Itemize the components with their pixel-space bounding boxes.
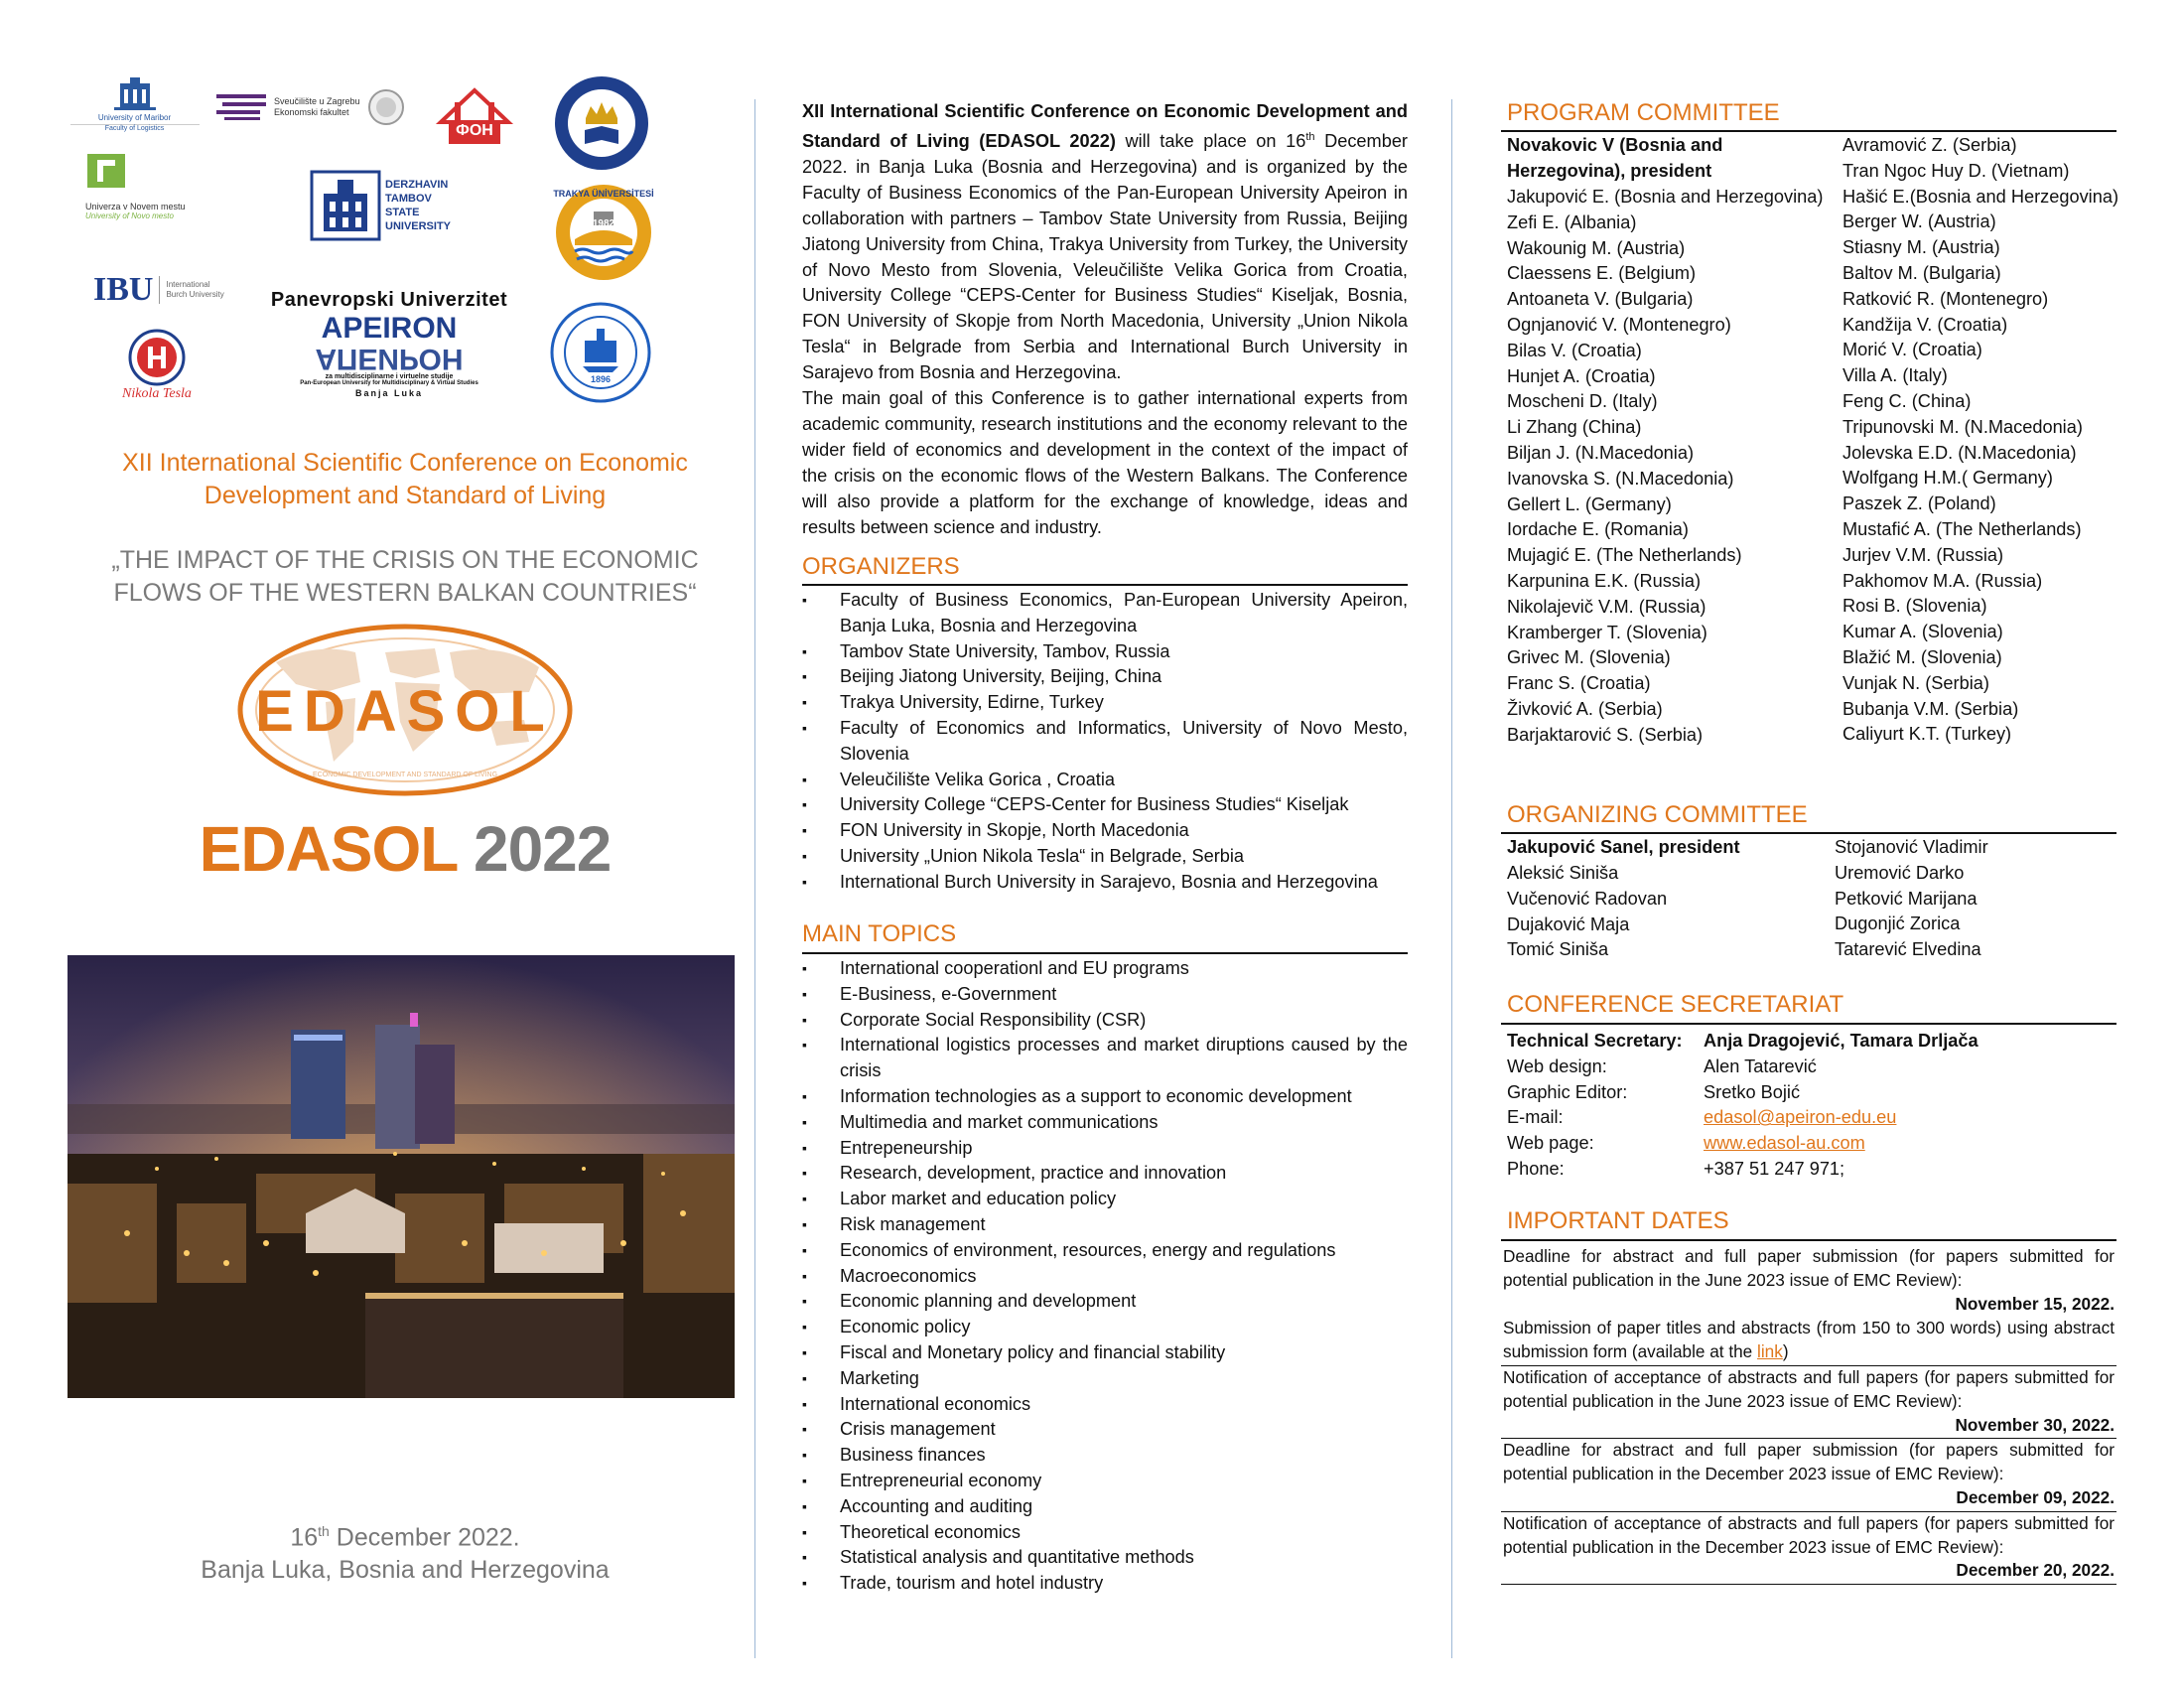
topic-item: ▪ Fiscal and Monetary policy and financial stability xyxy=(802,1340,1408,1366)
program-committee-member: Kandžija V. (Croatia) xyxy=(1843,314,2008,335)
secretariat-row xyxy=(1507,1080,1979,1106)
topic-item: ▪ E-Business, e-Government xyxy=(802,982,1408,1008)
intro-paragraph-2: The main goal of this Conference is to gather international experts from academic community, research institutions and the economy relevant to the wider field of economics and development in the context of the impact of the crisis on the economic flows of the Western Balkans. The Conference will also provide a platform for the exchange of knowledge, ideas and results between science and industry. xyxy=(802,388,1408,537)
organizing-committee-member: Dugonjić Zorica xyxy=(1835,914,1961,934)
trakya-logo-text: TRAKYA ÜNİVERSİTESİ xyxy=(553,189,654,199)
secretariat-label: Web page: xyxy=(1507,1133,1594,1154)
program-committee-member: Li Zhang (China) xyxy=(1507,417,1642,438)
program-committee-member: Morić V. (Croatia) xyxy=(1843,340,1982,360)
organizer-item: ▪ Faculty of Business Economics, Pan-European University Apeiron, Banja Luka, Bosnia and Herzegovina xyxy=(802,588,1408,639)
program-committee-member: Paszek Z. (Poland) xyxy=(1843,493,1996,514)
secretariat-heading: CONFERENCE SECRETARIAT xyxy=(1507,991,1844,1018)
program-committee-member: Kumar A. (Slovenia) xyxy=(1843,622,2003,642)
topic-item: ▪ Entrepreneurial economy xyxy=(802,1469,1408,1494)
program-committee-member: Bubanja V.M. (Serbia) xyxy=(1843,698,2019,719)
program-committee-member: Ognjanović V. (Montenegro) xyxy=(1507,314,1731,335)
secretariat-row xyxy=(1507,1105,1979,1131)
column-divider-right xyxy=(1451,99,1452,1658)
date-entry xyxy=(1501,1439,2116,1511)
edasol-logo-ring-text: ECONOMIC DEVELOPMENT AND STANDARD OF LIVING xyxy=(312,772,498,778)
important-dates-heading: IMPORTANT DATES xyxy=(1507,1207,1729,1234)
organizers-list xyxy=(802,588,1408,896)
secretariat-rule xyxy=(1501,1023,2116,1025)
topic-item: ▪ Corporate Social Responsibility (CSR) xyxy=(802,1008,1408,1034)
zagreb-seal-icon xyxy=(367,88,405,126)
date-entry-date: December 09, 2022. xyxy=(1956,1486,2115,1507)
maribor-logo-text: University of Maribor xyxy=(97,112,172,122)
university-seal-logo xyxy=(552,73,651,173)
program-committee-member: Tran Ngoc Huy D. (Vietnam) xyxy=(1843,160,2070,181)
conference-theme: „THE IMPACT OF THE CRISIS ON THE ECONOMIC FLOWS OF THE WESTERN BALKAN COUNTRIES“ xyxy=(111,546,699,607)
topic-item: ▪ Multimedia and market communications xyxy=(802,1110,1408,1136)
apeiron-logo-subtext: za multidisciplinarne i virtuelne studije xyxy=(325,373,454,380)
ibu-logo xyxy=(93,270,242,310)
topic-item: ▪ Research, development, practice and innovation xyxy=(802,1161,1408,1187)
program-committee-member: Kramberger T. (Slovenia) xyxy=(1507,622,1707,642)
program-committee-member: Claessens E. (Belgium) xyxy=(1507,263,1697,284)
topic-item: ▪ Marketing xyxy=(802,1366,1408,1392)
organizing-committee-member: Dujaković Maja xyxy=(1507,914,1630,934)
main-topics-list xyxy=(802,956,1408,1597)
program-committee-member: Bilas V. (Croatia) xyxy=(1507,340,1642,360)
apeiron-logo-city: Banja Luka xyxy=(354,388,423,398)
date-entry-date: November 15, 2022. xyxy=(1955,1293,2115,1314)
program-committee-member: Živković A. (Serbia) xyxy=(1507,698,1663,719)
topic-item: ▪ International economics xyxy=(802,1392,1408,1418)
organizer-item: ▪ Beijing Jiatong University, Beijing, China xyxy=(802,664,1408,690)
topic-item: ▪ Economics of environment, resources, energy and regulations xyxy=(802,1238,1408,1264)
trakya-logo-year: 1982 xyxy=(592,218,615,229)
program-committee-member: Franc S. (Croatia) xyxy=(1507,673,1651,694)
date-entry xyxy=(1501,1317,2116,1366)
program-committee-member: Antoaneta V. (Bulgaria) xyxy=(1507,289,1694,310)
zagreb-logo-text: Sveučilište u Zagrebu Ekonomski fakultet xyxy=(274,96,360,117)
novo-mesto-logo-text: Univerza v Novem mestu xyxy=(85,201,186,211)
program-committee-rule xyxy=(1501,130,2116,132)
beijing-jiatong-logo xyxy=(548,300,653,405)
program-committee-member: Grivec M. (Slovenia) xyxy=(1507,647,1671,668)
edasol-logo-text: EDASOL xyxy=(255,679,555,744)
secretariat-value: Sretko Bojić xyxy=(1704,1081,1801,1102)
program-committee-member: Vunjak N. (Serbia) xyxy=(1843,672,1989,693)
secretariat-value: Anja Dragojević, Tamara Drljača xyxy=(1704,1031,1979,1051)
topic-item: ▪ Entrepeneurship xyxy=(802,1136,1408,1162)
date-entry xyxy=(1501,1366,2116,1439)
program-committee-left-list xyxy=(1507,185,1840,749)
event-date: 16th December 2022. xyxy=(290,1523,520,1552)
organizing-committee-member: Uremović Darko xyxy=(1835,862,1965,883)
topic-item: ▪ Crisis management xyxy=(802,1417,1408,1443)
program-committee-member: Hunjet A. (Croatia) xyxy=(1507,365,1656,386)
organizing-committee-rule xyxy=(1501,832,2116,834)
edasol-title-year: 2022 xyxy=(473,813,612,885)
program-committee-president: Novakovic V (Bosnia and Herzegovina), president xyxy=(1507,135,1723,181)
ibu-logo-text: IBU xyxy=(93,271,154,308)
topic-item: ▪ Theoretical economics xyxy=(802,1520,1408,1546)
secretariat-table xyxy=(1507,1029,1979,1183)
tesla-logo-text: Nikola Tesla xyxy=(122,386,192,401)
zagreb-logo xyxy=(216,87,415,127)
topic-item: ▪ Labor market and education policy xyxy=(802,1187,1408,1212)
topic-item: ▪ Economic policy xyxy=(802,1315,1408,1340)
program-committee-member: Wakounig M. (Austria) xyxy=(1507,237,1686,258)
secretariat-label: Web design: xyxy=(1507,1055,1607,1076)
topic-item: ▪ Trade, tourism and hotel industry xyxy=(802,1571,1408,1597)
organizing-committee-right-list xyxy=(1835,835,2113,963)
city-night-image xyxy=(68,955,735,1398)
edasol-logo xyxy=(236,623,574,796)
date-entry xyxy=(1501,1512,2116,1585)
conference-title: XII International Scientific Conference on Economic Development and Standard of Living xyxy=(122,449,688,509)
program-committee-member: Berger W. (Austria) xyxy=(1843,211,1996,232)
organizers-heading: ORGANIZERS xyxy=(802,553,960,580)
program-committee-right-list xyxy=(1843,133,2130,748)
date-entry-text: Notification of acceptance of abstracts and full papers (for papers submitted for potential publication in the December 2023 issue of EMC Review): xyxy=(1503,1512,2115,1557)
main-topics-heading: MAIN TOPICS xyxy=(802,920,957,947)
novo-mesto-logo-subtext: University of Novo mesto xyxy=(85,211,174,220)
column-divider-left xyxy=(754,99,755,1658)
topic-item: ▪ Economic planning and development xyxy=(802,1289,1408,1315)
program-committee-member: Gellert L. (Germany) xyxy=(1507,493,1672,514)
jiatong-seal-icon xyxy=(549,301,652,404)
jiatong-logo-year: 1896 xyxy=(590,374,612,384)
secretariat-label: Technical Secretary: xyxy=(1507,1031,1683,1051)
topic-item: ▪ International logistics processes and market diruptions caused by the crisis xyxy=(802,1033,1408,1084)
program-committee-member: Nikolajevič V.M. (Russia) xyxy=(1507,596,1706,617)
organizers-rule xyxy=(802,584,1408,586)
program-committee-member: Tripunovski M. (N.Macedonia) xyxy=(1843,416,2083,437)
fon-logo xyxy=(429,79,520,151)
program-committee-member: Barjaktarović S. (Serbia) xyxy=(1507,724,1704,745)
novo-mesto-icon xyxy=(85,152,127,190)
topic-item: ▪ Risk management xyxy=(802,1212,1408,1238)
novo-mesto-logo xyxy=(85,147,224,224)
organizing-committee-member: Petković Marijana xyxy=(1835,888,1978,909)
web-page-link[interactable]: www.edasol-au.com xyxy=(1704,1133,1865,1154)
abstract-form-link[interactable]: link xyxy=(1757,1341,1783,1362)
trakya-logo xyxy=(552,181,655,284)
program-committee-member: Mujagić E. (The Netherlands) xyxy=(1507,545,1742,566)
fon-logo-text: ФОН xyxy=(456,122,493,139)
secretariat-label: E-mail: xyxy=(1507,1107,1564,1128)
program-committee-member: Mustafić A. (The Netherlands) xyxy=(1843,518,2082,539)
organizer-item: ▪ FON University in Skopje, North Macedonia xyxy=(802,818,1408,844)
program-committee-member: Karpunina E.K. (Russia) xyxy=(1507,570,1702,591)
secretariat-row xyxy=(1507,1157,1979,1183)
organizing-committee-member: Stojanović Vladimir xyxy=(1835,837,1988,857)
program-committee-member: Stiasny M. (Austria) xyxy=(1843,237,2000,258)
edasol-title-word: EDASOL xyxy=(199,813,458,885)
event-date-place xyxy=(68,1515,743,1587)
program-committee-member: Ivanovska S. (N.Macedonia) xyxy=(1507,468,1734,489)
event-place: Banja Luka, Bosnia and Herzegovina xyxy=(201,1556,610,1585)
email-link[interactable]: edasol@apeiron-edu.eu xyxy=(1704,1107,1897,1128)
program-committee-member: Hašić E.(Bosnia and Herzegovina) xyxy=(1843,186,2118,207)
intro-text xyxy=(802,99,1408,540)
program-committee-member: Ratković R. (Montenegro) xyxy=(1843,288,2049,309)
secretariat-label: Phone: xyxy=(1507,1158,1565,1179)
program-committee-member: Villa A. (Italy) xyxy=(1843,365,1948,386)
organizer-item: ▪ University College “CEPS-Center for Business Studies“ Kiseljak xyxy=(802,792,1408,818)
date-entry-date: December 20, 2022. xyxy=(1956,1560,2115,1581)
union-nikola-tesla-logo xyxy=(97,326,216,405)
date-entry xyxy=(1501,1245,2116,1317)
zagreb-stripes-icon xyxy=(216,92,268,122)
important-dates-list xyxy=(1501,1245,2116,1585)
date-entry-text: Deadline for abstract and full paper submission (for papers submitted for potential publication in the June 2023 issue of EMC Review): xyxy=(1503,1246,2115,1290)
date-entry-date: November 30, 2022. xyxy=(1955,1414,2115,1435)
main-topics-rule xyxy=(802,952,1408,954)
apeiron-logo xyxy=(260,280,518,407)
maribor-building-icon xyxy=(110,77,160,111)
program-committee-member: Caliyurt K.T. (Turkey) xyxy=(1843,724,2012,745)
topic-item: ▪ Information technologies as a support to economic development xyxy=(802,1084,1408,1110)
program-committee-member: Zefi E. (Albania) xyxy=(1507,211,1637,232)
organizing-committee-president: Jakupović Sanel, president xyxy=(1507,837,1740,857)
apeiron-logo-subtext-en: Pan-European University for Multidisciplinary & Virtual Studies xyxy=(300,380,478,386)
organizer-item: ▪ International Burch University in Sarajevo, Bosnia and Herzegovina xyxy=(802,870,1408,896)
date-entry-text: Deadline for abstract and full paper submission (for papers submitted for potential publication in the December 2023 issue of EMC Review): xyxy=(1503,1440,2115,1484)
program-committee-member: Baltov M. (Bulgaria) xyxy=(1843,262,2001,283)
organizer-item: ▪ University „Union Nikola Tesla“ in Belgrade, Serbia xyxy=(802,844,1408,870)
program-committee-member: Wolfgang H.M.( Germany) xyxy=(1843,468,2053,489)
topic-item: ▪ Macroeconomics xyxy=(802,1264,1408,1290)
tambov-logo xyxy=(310,169,469,242)
secretariat-value: Alen Tatarević xyxy=(1704,1055,1817,1076)
secretariat-value: +387 51 247 971; xyxy=(1704,1158,1845,1179)
topic-item: ▪ Statistical analysis and quantitative methods xyxy=(802,1545,1408,1571)
maribor-logo-subtext: Faculty of Logistics xyxy=(104,124,165,132)
program-committee-member: Avramović Z. (Serbia) xyxy=(1843,135,2017,155)
organizing-committee-heading: ORGANIZING COMMITTEE xyxy=(1507,801,1808,828)
organizer-item: ▪ Tambov State University, Tambov, Russia xyxy=(802,639,1408,665)
intro-paragraph-1: XII International Scientific Conference on Economic Development and Standard of Living (EDASOL 2022) will take place on 16th December 2022. in Banja Luka (Bosnia and Herzegovina) and is organized by the Faculty of Business Economics of the Pan-European University Apeiron in collaboration with partners – Tambov State University from Russia, Beijing Jiatong University from China, Trakya University from Turkey, the University of Novo Mesto from Slovenia, Veleučilište Velika Gorica from Croatia, University College “CEPS-Center for Business Studies“ Kiseljak, Bosnia, FON University of Skopje from North Macedonia, University „Union Nikola Tesla“ in Belgrade from Serbia and International Burch University in Sarajevo from Bosnia and Herzegovina. xyxy=(802,101,1408,383)
organizing-committee-member: Vučenović Radovan xyxy=(1507,888,1668,909)
date-entry-text: Submission of paper titles and abstracts (from 150 to 300 words) using abstract submission form (available at the link) xyxy=(1503,1318,2115,1362)
program-committee-member: Feng C. (China) xyxy=(1843,390,1972,411)
secretariat-label: Graphic Editor: xyxy=(1507,1081,1628,1102)
topic-item: ▪ International cooperationl and EU programs xyxy=(802,956,1408,982)
program-committee-member: Moscheni D. (Italy) xyxy=(1507,391,1658,412)
ibu-logo-subtext: International Burch University xyxy=(166,280,224,299)
program-committee-member: Iordache E. (Romania) xyxy=(1507,519,1689,540)
program-committee-member: Jurjev V.M. (Russia) xyxy=(1843,544,2004,565)
edasol-2022-title xyxy=(68,812,743,886)
date-entry-text: Notification of acceptance of abstracts and full papers (for papers submitted for potential publication in the June 2023 issue of EMC Review): xyxy=(1503,1366,2115,1411)
apeiron-logo-top: Panevropski Univerzitet xyxy=(270,289,508,311)
organizer-item: ▪ Veleučilište Velika Gorica , Croatia xyxy=(802,768,1408,793)
organizing-committee-member: Tomić Siniša xyxy=(1507,939,1609,960)
program-committee-member: Pakhomov M.A. (Russia) xyxy=(1843,570,2043,591)
topic-item: ▪ Business finances xyxy=(802,1443,1408,1469)
program-committee-member: Rosi B. (Slovenia) xyxy=(1843,596,1987,617)
organizer-item: ▪ Trakya University, Edirne, Turkey xyxy=(802,690,1408,716)
tambov-logo-text: DERZHAVIN TAMBOV STATE UNIVERSITY xyxy=(385,179,452,232)
organizing-committee-left-list xyxy=(1507,861,1825,963)
secretariat-row xyxy=(1507,1131,1979,1157)
program-committee-member: Jolevska E.D. (N.Macedonia) xyxy=(1843,442,2077,463)
secretariat-row xyxy=(1507,1055,1979,1080)
program-committee-member: Biljan J. (N.Macedonia) xyxy=(1507,442,1695,463)
important-dates-rule xyxy=(1501,1239,2116,1241)
program-committee-heading: PROGRAM COMMITTEE xyxy=(1507,99,1780,126)
tambov-building-icon xyxy=(310,170,381,241)
topic-item: ▪ Accounting and auditing xyxy=(802,1494,1408,1520)
crown-seal-icon xyxy=(553,74,650,172)
program-committee-member: Blažić M. (Slovenia) xyxy=(1843,646,2002,667)
maribor-logo xyxy=(68,70,202,139)
apeiron-logo-mirror: АПЕИРОН xyxy=(315,343,464,375)
organizing-committee-member: Aleksić Siniša xyxy=(1507,863,1619,883)
program-committee-member: Jakupović E. (Bosnia and Herzegovina) xyxy=(1507,187,1824,207)
tesla-shield-icon xyxy=(128,329,186,386)
secretariat-row xyxy=(1507,1029,1979,1055)
organizer-item: ▪ Faculty of Economics and Informatics, University of Novo Mesto, Slovenia xyxy=(802,716,1408,768)
organizing-committee-member: Tatarević Elvedina xyxy=(1835,939,1981,960)
apeiron-logo-name: APEIRON xyxy=(321,312,458,345)
banja-luka-night-photo xyxy=(68,955,735,1398)
